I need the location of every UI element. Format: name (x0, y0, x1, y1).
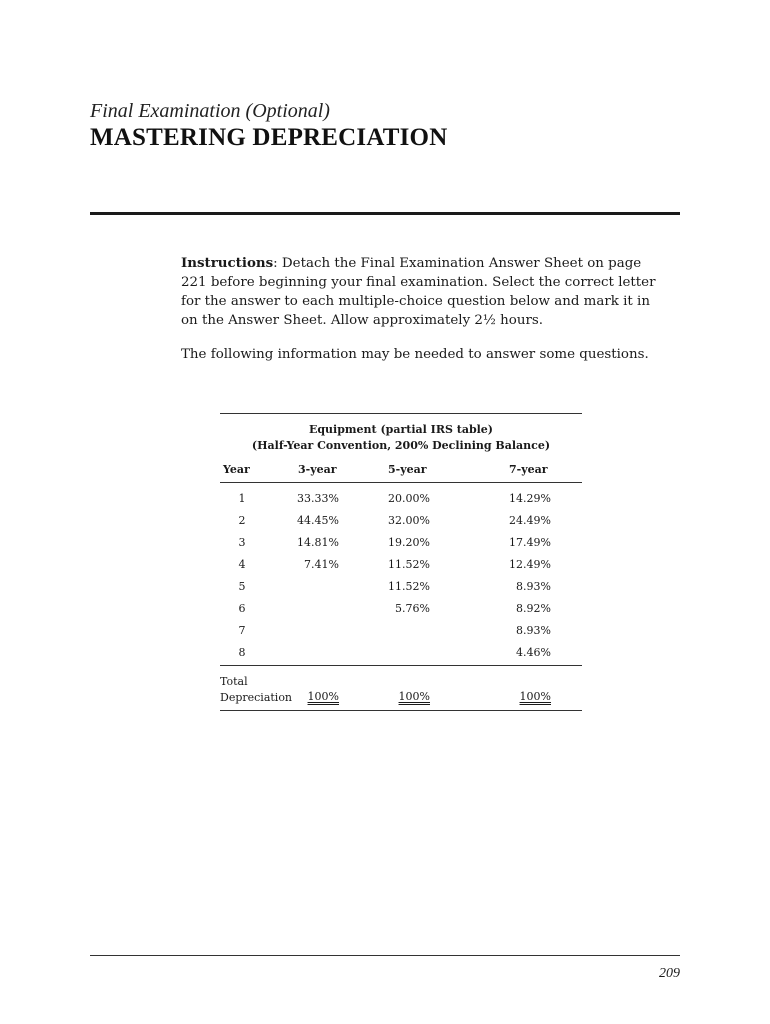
table-header-row (220, 460, 582, 482)
table-header-rule (220, 482, 582, 483)
cell-5-year: 32.00% (388, 514, 430, 527)
cell-5-year: 19.20% (388, 536, 430, 549)
cell-5-year: 5.76% (395, 602, 430, 615)
cell-year: 7 (238, 624, 246, 637)
cell-year: 5 (238, 580, 246, 593)
cell-3-year: 44.45% (297, 514, 339, 527)
cell-5-year: 11.52% (388, 580, 430, 593)
cell-7-year: 8.93% (516, 580, 551, 593)
cell-7-year: 24.49% (509, 514, 551, 527)
table-row (220, 511, 582, 533)
cell-3-year: 14.81% (297, 536, 339, 549)
cell-3-year: 33.33% (297, 492, 339, 505)
footer-divider (90, 955, 680, 956)
info-paragraph: The following information may be needed to answer some questions. (181, 347, 649, 362)
table-row (220, 577, 582, 599)
table-total-row (220, 670, 582, 710)
header-3-year: 3-year (298, 463, 337, 476)
cell-year: 1 (238, 492, 246, 505)
exam-subtitle: Final Examination (Optional) (90, 100, 330, 122)
cell-7-year: 8.93% (516, 624, 551, 637)
table-row (220, 599, 582, 621)
table-row (220, 555, 582, 577)
page-title: MASTERING DEPRECIATION (90, 124, 448, 151)
table-top-rule (220, 413, 582, 414)
cell-7-year: 12.49% (509, 558, 551, 571)
table-body (220, 489, 582, 665)
cell-7-year: 17.49% (509, 536, 551, 549)
total-3-year: 100% (307, 690, 339, 703)
cell-5-year: 11.52% (388, 558, 430, 571)
cell-7-year: 4.46% (516, 646, 551, 659)
cell-7-year: 8.92% (516, 602, 551, 615)
table-row (220, 533, 582, 555)
cell-year: 6 (238, 602, 246, 615)
page-number: 209 (659, 966, 680, 981)
instructions-label: Instructions (181, 255, 274, 271)
cell-3-year: 7.41% (304, 558, 339, 571)
total-label-line1: Total (220, 675, 248, 688)
table-caption-title: Equipment (partial IRS table) (308, 423, 494, 436)
table-row (220, 643, 582, 665)
total-7-year: 100% (519, 690, 551, 703)
table-row (220, 489, 582, 511)
table-total-rule (220, 665, 582, 666)
table-bottom-rule (220, 710, 582, 711)
header-5-year: 5-year (388, 463, 427, 476)
cell-year: 8 (238, 646, 246, 659)
cell-5-year: 20.00% (388, 492, 430, 505)
header-7-year: 7-year (509, 463, 548, 476)
total-5-year: 100% (398, 690, 430, 703)
title-divider (90, 212, 680, 215)
total-label-line2: Depreciation (220, 691, 293, 704)
table-caption-subtitle: (Half-Year Convention, 200% Declining Balance) (251, 439, 551, 452)
cell-7-year: 14.29% (509, 492, 551, 505)
table-row (220, 621, 582, 643)
cell-year: 2 (238, 514, 246, 527)
cell-year: 3 (238, 536, 246, 549)
cell-year: 4 (238, 558, 246, 571)
header-year: Year (223, 463, 250, 476)
depreciation-table (220, 413, 582, 711)
instructions-text: : Detach the Final Examination Answer Sheet on page 221 before beginning your final examination. Select the correct letter for the answer to each multiple-choice question below and mark it in on the Answer Sheet. Allow approximately 2½ hours. (181, 256, 656, 328)
instructions-paragraph (181, 254, 661, 330)
total-label (220, 674, 292, 706)
